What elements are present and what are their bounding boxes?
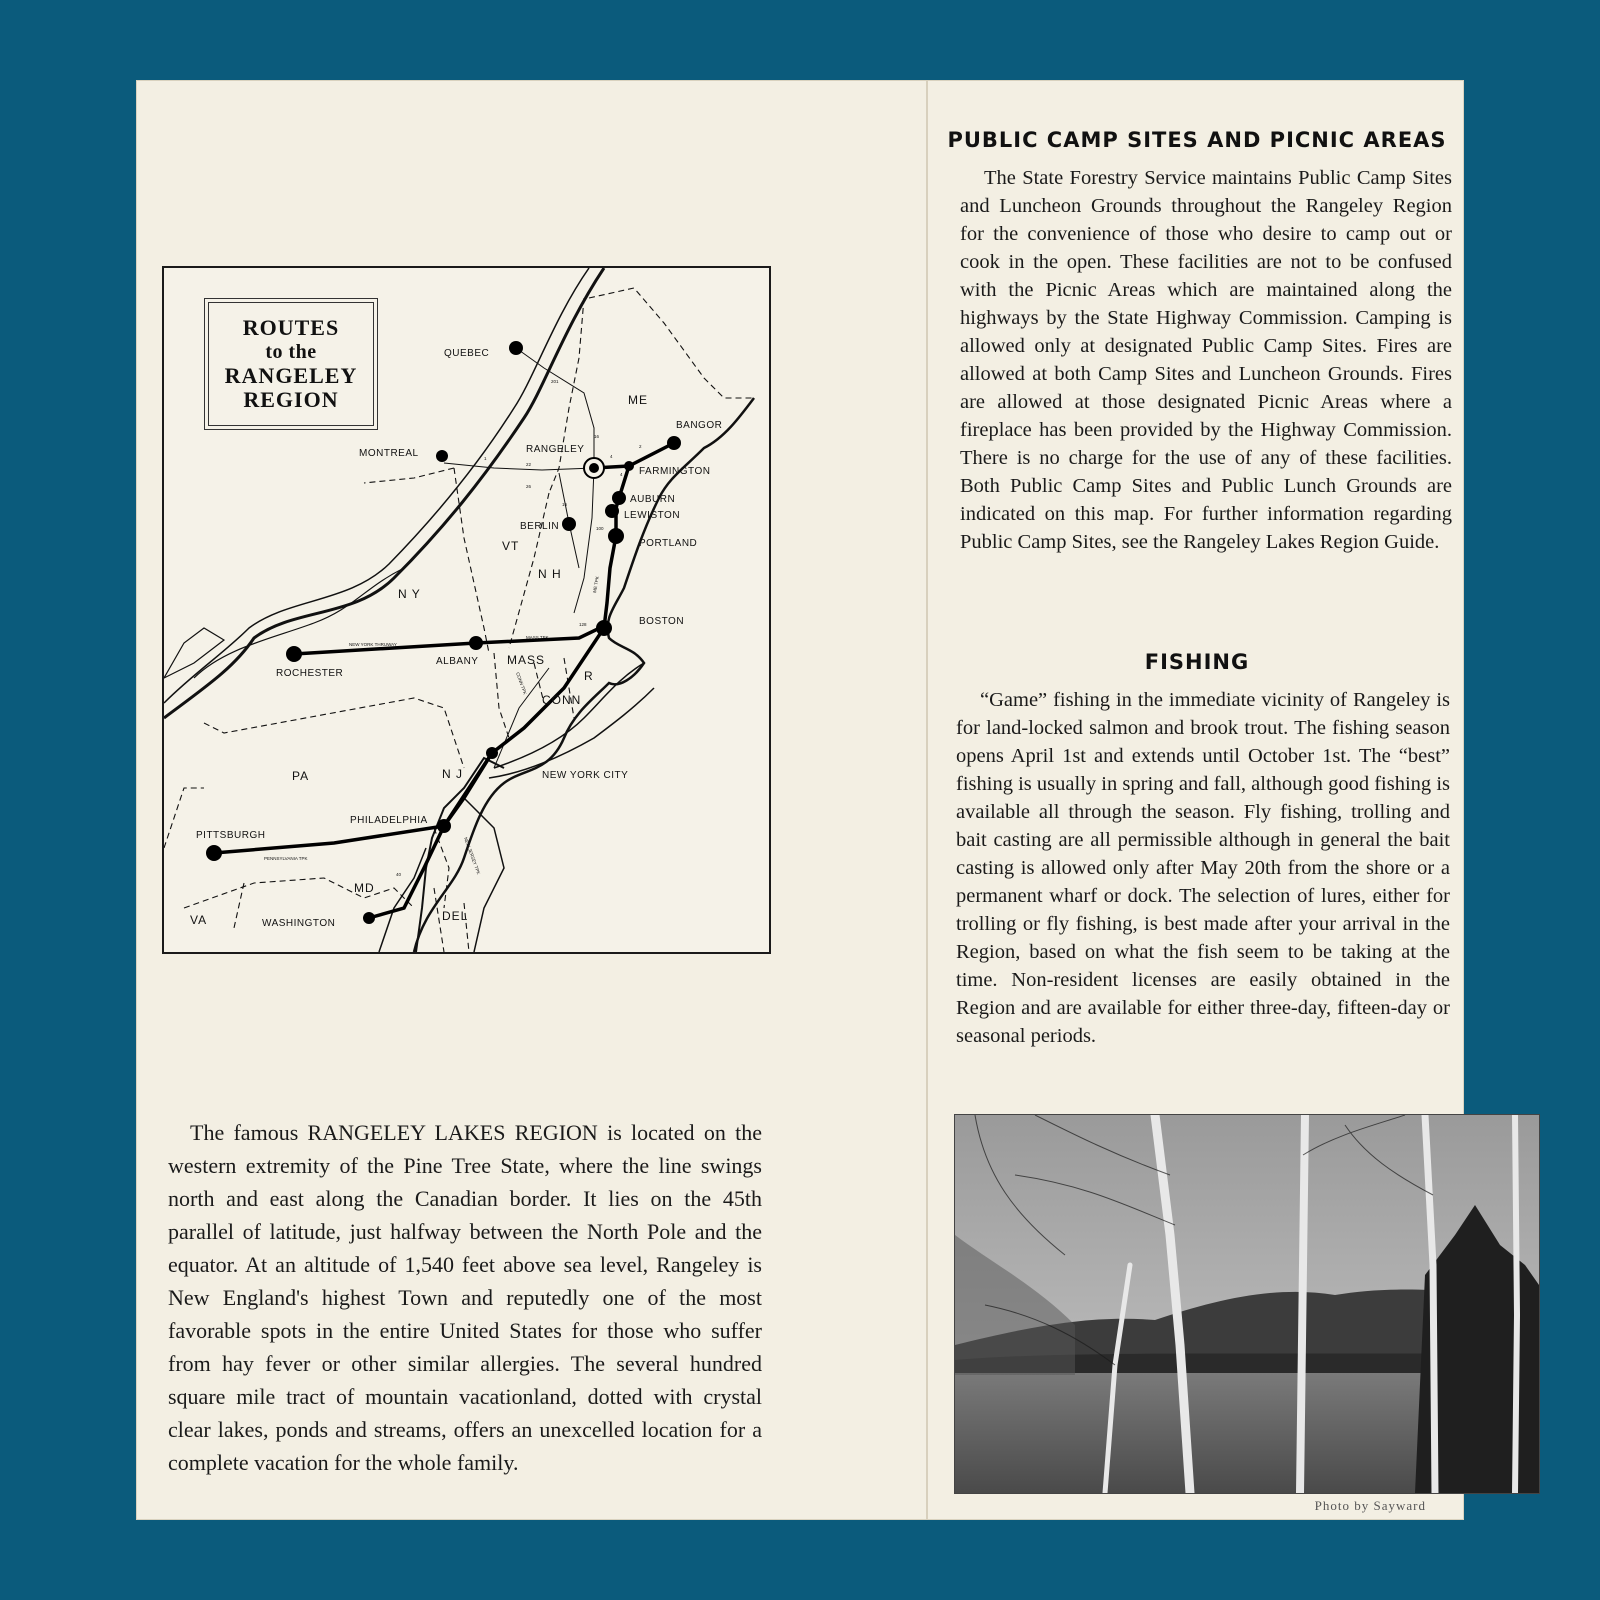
label-pa: PA [292,769,310,783]
map-title-line4: REGION [243,387,339,412]
birch-trees-photo [954,1114,1540,1494]
rochester-dot [286,646,302,662]
brochure-page [136,80,1464,1520]
label-nh: N H [538,567,562,581]
page-fold [926,80,928,1520]
label-quebec: QUEBEC [444,348,490,359]
washington-dot [363,912,375,924]
camp-sites-heading: PUBLIC CAMP SITES AND PICNIC AREAS [947,128,1447,152]
label-washington: WASHINGTON [262,918,336,929]
label-rangeley: RANGELEY [526,444,585,455]
label-albany: ALBANY [436,656,479,667]
label-lewiston: LEWISTON [624,510,681,521]
map-title-line3: RANGELEY [224,363,358,388]
label-boston: BOSTON [639,616,685,627]
ny-thruway-route [294,626,604,654]
label-auburn: AUBURN [630,494,676,505]
label-nj: N J [442,767,463,781]
label-mass-tpk: MASS TPK [526,635,549,640]
label-bangor: BANGOR [676,420,723,431]
lake-erie [164,628,224,678]
berlin-dot [562,517,576,531]
label-mass: MASS [507,653,546,667]
route-100: 100 [596,526,604,531]
label-ny: N Y [398,587,421,601]
quebec-dot [509,341,523,355]
route-1: 1 [484,456,487,461]
fishing-paragraph: “Game” fishing in the immediate vicinity of Rangeley is for land-locked salmon and brook trout. The fishing season opens April 1st and extends until October 1st. The “best” fishing is usually in spring and fall, although good fishing is available all through the season. Fly fishing, trolling and bait casting are all permissible although in general the bait casting is allowed only after May 20th from the shore or a permanent wharf or dock. The selection of lures, either for trolling or fly fishing, is best made after your arrival in the Region, based on what the fish seem to be taking at the time. Non-resident licenses are easily obtained in the Region and are available for either three-day, fifteen-day or seasonal periods. [956,689,1450,1047]
albany-dot [469,636,483,650]
label-new-york-city: NEW YORK CITY [542,770,629,781]
boston-dot [596,620,612,636]
bangor-dot [667,436,681,450]
label-maine-tpk: ME TPK [592,575,600,594]
label-del: DEL [442,909,469,923]
lewiston-dot [605,504,619,518]
map-title-line2: to the [265,341,317,363]
nj-coast [464,798,504,952]
label-nj-tpk: NEW JERSEY TPK [463,836,482,876]
label-farmington: FARMINGTON [639,466,711,477]
route-2: 2 [639,444,642,449]
route-16: 16 [594,434,600,439]
photo-credit: Photo by Sayward [1314,1498,1426,1513]
label-ri: R [584,669,594,683]
routes-map [162,266,771,954]
rangeley-marker-center [589,463,599,473]
nj-tpk-route [444,753,492,826]
route-4c: 4 [620,486,623,491]
montreal-dot [436,450,448,462]
route-26: 26 [526,484,532,489]
route-201: 201 [551,379,559,384]
washington-route [369,826,444,918]
route-16b: 16 [562,502,568,507]
lake-ontario [194,568,404,678]
nyc-dot [486,747,498,759]
left-panel [136,80,926,1520]
route-40: 40 [396,872,402,877]
philadelphia-dot [437,819,451,833]
label-portland: PORTLAND [639,538,698,549]
pittsburgh-dot [206,845,222,861]
route-4: 4 [610,454,613,459]
portland-dot [608,528,624,544]
label-conn-tpk: CONN TPK [515,671,528,696]
label-berlin: BERLIN [520,521,560,532]
main-routes [214,443,674,918]
label-philadelphia: PHILADELPHIA [350,815,428,826]
map-title [204,298,378,430]
label-rochester: ROCHESTER [276,668,344,679]
label-conn: CONN [542,693,582,707]
auburn-dot [612,491,626,505]
label-ny-thruway: NEW YORK THRUWAY [349,642,397,647]
map-title-line1: ROUTES [242,315,340,340]
boston-nyc-route [492,628,604,753]
label-me: ME [628,393,648,407]
camp-sites-paragraph: The State Forestry Service maintains Public Camp Sites and Luncheon Grounds throughout the Rangeley Region for the convenience of those who desire to camp out or cook in the open. These facilities are not to be confused with the Picnic Areas which are maintained along the highways by the State Highway Commission. Camping is allowed only at designated Public Camp Sites. Fires are allowed at both Camp Sites and Luncheon Grounds. Fires are allowed at those designated Picnic Areas where a fireplace has been provided by the Highway Commission. There is no charge for the use of any of these facilities. Both Public Camp Sites and Public Lunch Grounds are indicated on this map. For further information regarding Public Camp Sites, see the Rangeley Lakes Region Guide. [960,167,1452,553]
fishing-heading: FISHING [1144,650,1250,674]
label-montreal: MONTREAL [359,448,419,459]
photo-image [955,1115,1539,1493]
farmington-dot [624,461,634,471]
route-4b: 4 [620,472,623,477]
label-pittsburgh: PITTSBURGH [196,830,266,841]
label-va: VA [190,913,208,927]
label-vt: VT [502,539,520,553]
route-22: 22 [526,462,532,467]
region-intro-paragraph: The famous RANGELEY LAKES REGION is located on the western extremity of the Pine Tree State, where the line swings north and east along the Canadian border. It lies on the 45th parallel of latitude, just halfway between the North Pole and the equator. At an altitude of 1,540 feet above sea level, Rangeley is New England's highest Town and reputedly one of the most favorable spots in the entire United States for those who suffer from hay fever or other similar allergies. The several hundred square mile tract of mountain vacationland, dotted with crystal clear lakes, ponds and streams, offers an unexcelled location for a complete vacation for the whole family. [168,1120,762,1475]
route-128: 128 [579,622,587,627]
label-penn-tpk: PENNSYLVANIA TPK [264,856,308,861]
label-md: MD [354,881,375,895]
right-panel [930,80,1464,1520]
